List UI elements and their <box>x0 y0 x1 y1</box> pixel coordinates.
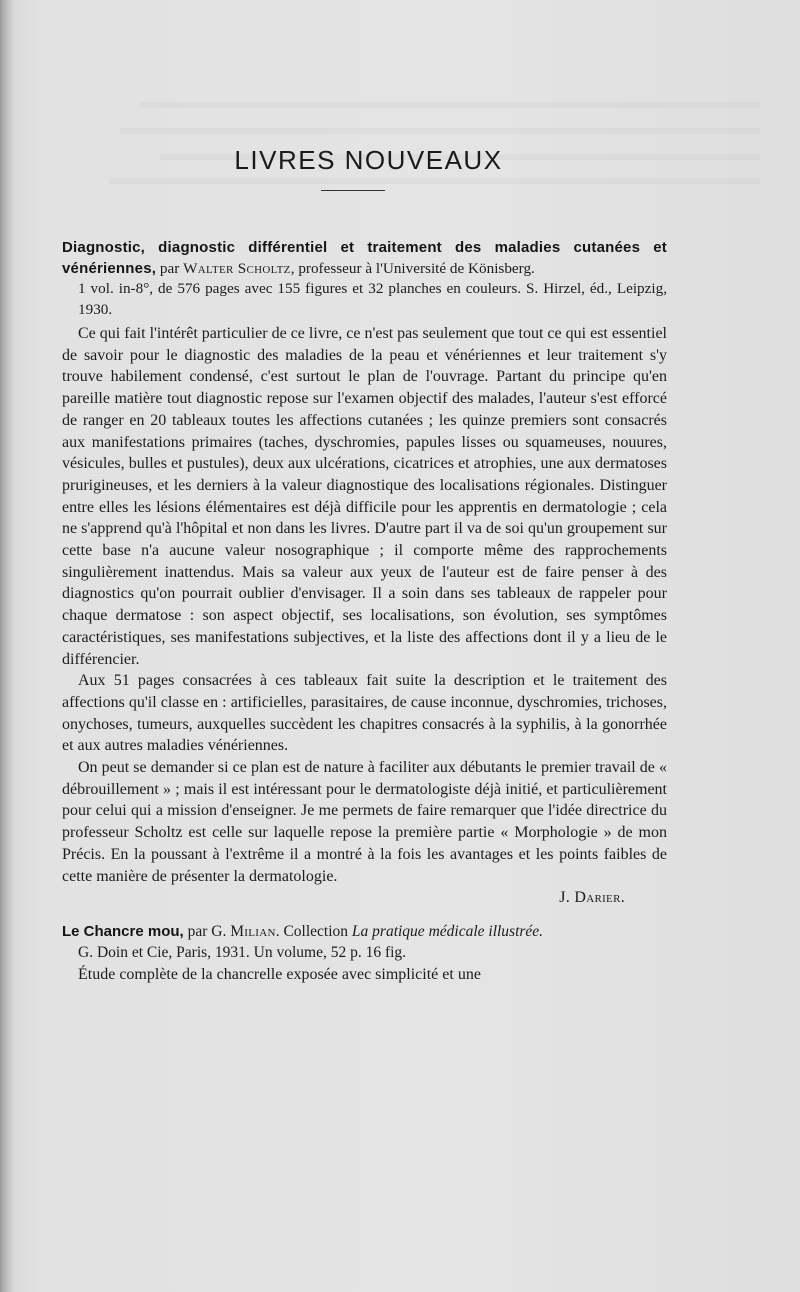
review-2-series-title: La pratique médicale illustrée. <box>351 922 544 940</box>
review-2-author: Milian <box>230 922 276 940</box>
review-1-title: Diagnostic, diagnostic différentiel et traitement des maladies cutanées et vénériennes, <box>62 239 667 277</box>
review-2-publisher: G. Doin et Cie, Paris, 1931. Un volume, 52 p. 16 fig. <box>78 944 407 962</box>
review-1-paragraph-3: On peut se demander si ce plan est de nature à faciliter aux débutants le premier travail de « débrouillement » ; mais il est intéressant pour le dermatologiste déjà initié, et particulièrement pour celui qui a mission d'enseigner. Je me permets de faire remarquer que l'idée directrice du professeur Scholtz est celle sur laquelle repose la première partie « Morphologie » de mon Précis. En la poussant à l'extrême il a montré à la fois les avantages et les points faibles de cette manière de présenter la dermatologie. <box>62 759 667 885</box>
review-2-collection: . Collection <box>275 922 352 940</box>
review-1-heading <box>62 238 667 320</box>
review-2-heading <box>62 921 667 964</box>
review-1-author: Walter Scholtz <box>183 259 291 277</box>
review-1-signature-line <box>62 887 667 909</box>
review-2-title: Le Chancre mou, <box>62 922 184 940</box>
review-2-first-line: Étude complète de la chancrelle exposée avec simplicité et une <box>78 965 481 983</box>
title-rule <box>321 190 385 191</box>
review-1-details: 1 vol. in-8°, de 576 pages avec 155 figures et 32 planches en couleurs. S. Hirzel, éd., Leipzig, 1930. <box>78 280 667 318</box>
review-1-paragraph-2: Aux 51 pages consacrées à ces tableaux fait suite la description et le traitement des affections qu'il classe en : artificielles, parasitaires, de cause inconnue, dyschromies, trichoses, onychoses, tumeurs, auxquelles succèdent les chapitres consacrés à la syphilis, à la gonorrhée et aux autres maladies vénériennes. <box>62 672 667 755</box>
review-1-signature: J. Darier. <box>559 889 625 907</box>
review-2-by: par G. <box>183 922 231 940</box>
page-title: LIVRES NOUVEAUX <box>234 145 503 175</box>
review-1-paragraph-1: Ce qui fait l'intérêt particulier de ce livre, ce n'est pas seulement que tout ce qui est essentiel de savoir pour le diagnostic des maladies de la peau et vénériennes et leur traitement s'y trouve habilement condensé, c'est surtout le plan de l'ouvrage. Partant du principe qu'en pareille matière tout diagnostic repose sur l'examen objectif des malades, l'auteur s'est efforcé de ranger en 20 tableaux toutes les affections cutanées ; les quinze premiers sont consacrés aux manifestations primaires (taches, dyschromies, papules lisses ou squameuses, nouures, vésicules, bulles et pustules), deux aux ulcérations, cicatrices et atrophies, une aux dermatoses prurigineuses, et les derniers à la valeur diagnostique des localisations régionales. Distinguer entre elles les lésions élémentaires est déjà difficile pour les apprentis en dermatologie ; cela ne s'apprend qu'à l'hôpital et non dans les livres. D'autre part il va de soi qu'un groupement sur cette base n'a aucune valeur nosographique ; il comporte même des rapprochements singulièrement inattendus. Mais sa valeur aux yeux de l'auteur est de faire penser à des diagnostics qu'on pourrait oublier d'envisager. Il a soin dans ses tableaux de rappeler pour chaque dermatose : son aspect objectif, ses localisations, son évolution, ses symptômes caractéristiques, ses manifestations subjectives, et la liste des affections dont il y a lieu de le différencier. <box>62 325 667 668</box>
review-1-by: par <box>156 259 184 277</box>
main-content <box>62 145 667 986</box>
review-1-affiliation: , professeur à l'Université de Könisberg. <box>290 259 535 277</box>
